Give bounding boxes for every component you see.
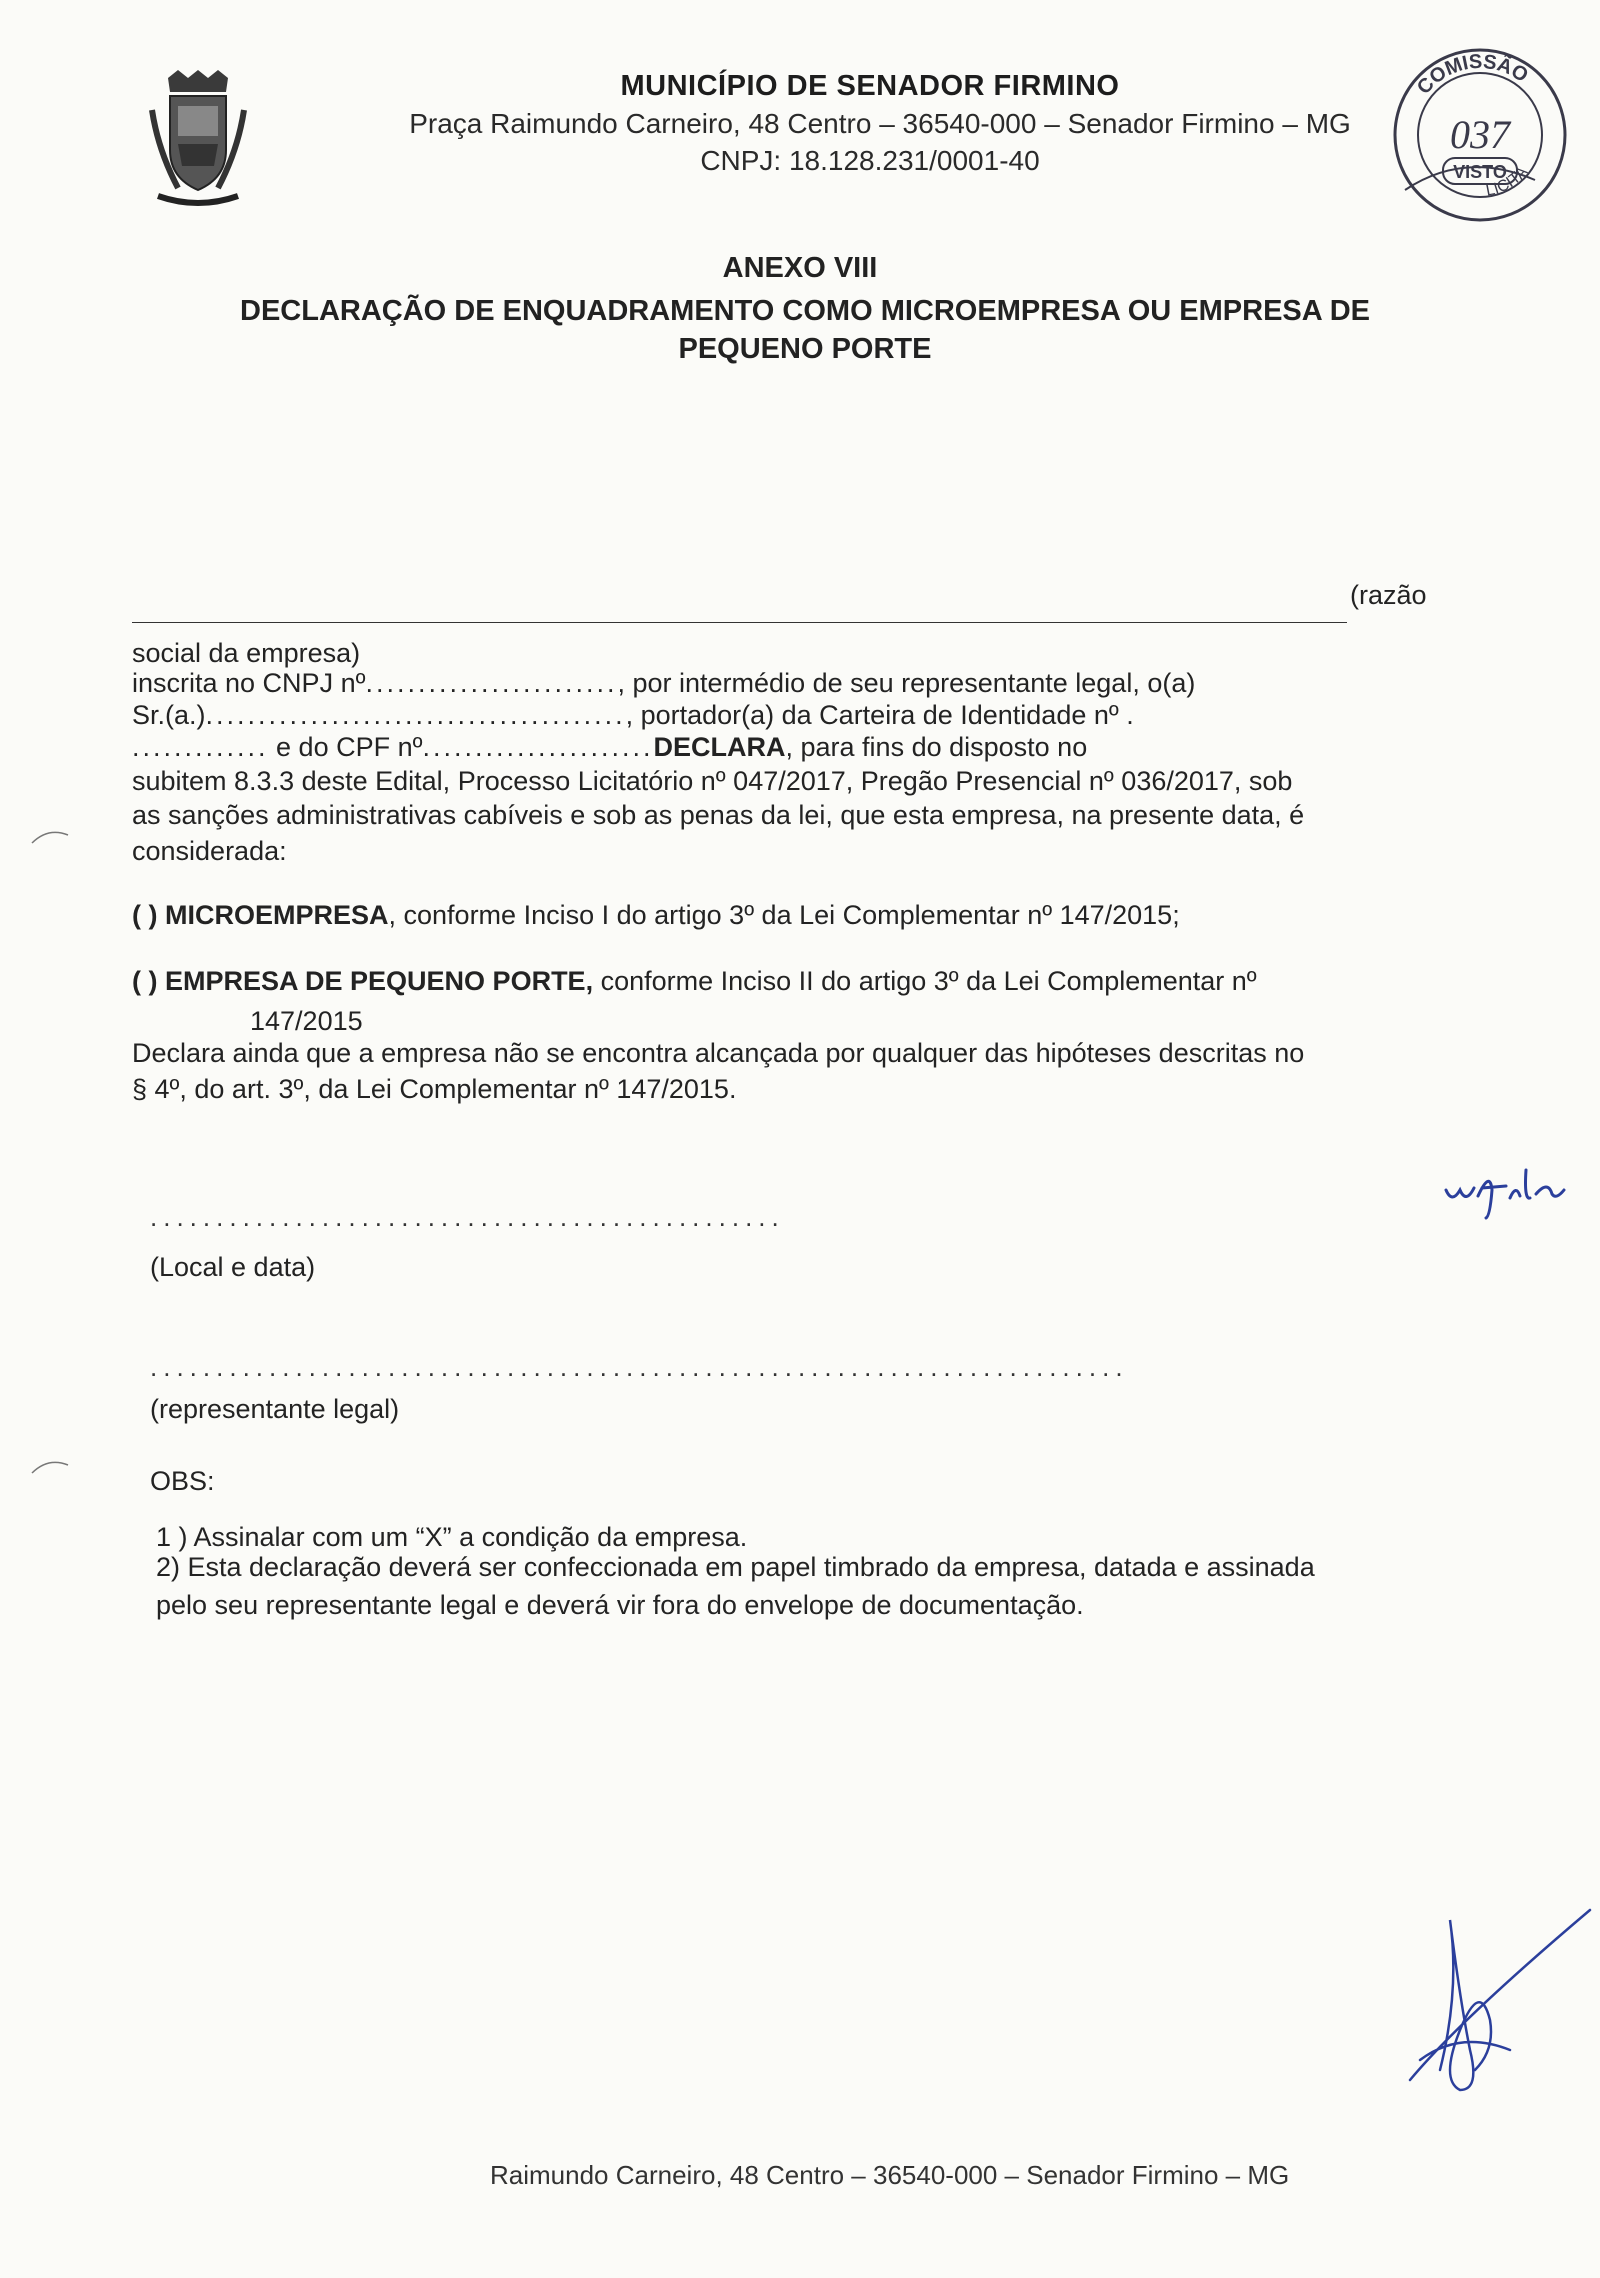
obs-item-2-line-2: pelo seu representante legal e deverá vir fora do envelope de documentação. — [156, 1590, 1084, 1620]
body-line-2 — [132, 668, 1195, 699]
body-line-3 — [132, 700, 1134, 731]
annex-title: ANEXO VIII — [722, 252, 878, 284]
representative-dots: .......................................................................... — [150, 1352, 1129, 1382]
option-epp-continuation: 147/2015 — [250, 1006, 363, 1036]
company-name-line — [132, 622, 1347, 623]
representative-text: , por intermédio de seu representante legal, o(a) — [617, 668, 1196, 698]
name-fill-dots: ........................................ — [205, 700, 626, 730]
representative-label: (representante legal) — [150, 1394, 400, 1424]
stamp-number: 037 — [1450, 112, 1510, 157]
declaration-heading — [190, 292, 1420, 368]
option-epp-text: conforme Inciso II do artigo 3º da Lei Complementar nº — [593, 966, 1257, 996]
option-microempresa-text: , conforme Inciso I do artigo 3º da Lei Complementar nº 147/2015; — [388, 900, 1180, 930]
municipality-cnpj: CNPJ: 18.128.231/0001-40 — [700, 145, 1040, 176]
option-epp-label: EMPRESA DE PEQUENO PORTE, — [165, 966, 594, 996]
option-microempresa-label: MICROEMPRESA — [165, 900, 389, 930]
sr-label: Sr.(a.) — [132, 700, 206, 730]
margin-mark-top — [30, 825, 70, 845]
local-date-dots: ................................................ — [150, 1202, 785, 1232]
cnpj-fill-dots: ........................ — [365, 668, 618, 698]
handwritten-initials — [1440, 1160, 1600, 1220]
stamp-visto: VISTO — [1453, 162, 1507, 182]
declara-continuation: , para fins do disposto no — [785, 732, 1088, 762]
body-line-4 — [132, 732, 1087, 763]
obs-item-1: 1 ) Assinalar com um “X” a condição da empresa. — [156, 1522, 748, 1552]
option-epp-checkbox[interactable]: ( ) — [132, 966, 158, 996]
cpf-fill-dots: ...................... — [422, 732, 654, 762]
cpf-label: e do CPF nº — [268, 732, 423, 762]
heading-line-1: DECLARAÇÃO DE ENQUADRAMENTO COMO MICROEMPRESA OU EMPRESA DE — [240, 295, 1370, 327]
declara-ainda-line-1: Declara ainda que a empresa não se encontra alcançada por qualquer das hipóteses descritas no — [132, 1038, 1305, 1068]
razao-suffix: (razão — [1350, 580, 1427, 610]
obs-item-2-line-1: 2) Esta declaração deverá ser confeccionada em papel timbrado da empresa, datada e assinada — [156, 1552, 1315, 1582]
margin-mark-bottom — [30, 1455, 70, 1475]
page-footer: Raimundo Carneiro, 48 Centro – 36540-000 – Senador Firmino – MG — [490, 2160, 1290, 2190]
local-date-label: (Local e data) — [150, 1252, 316, 1282]
obs-label: OBS: — [150, 1466, 215, 1496]
municipal-crest-icon — [148, 70, 248, 210]
stamp-bottom-text: LICITA — [1484, 163, 1532, 200]
handwritten-signature — [1400, 1900, 1600, 2100]
commission-stamp — [1385, 40, 1575, 230]
declara-keyword — [654, 732, 786, 762]
option-microempresa[interactable] — [132, 900, 1180, 931]
municipality-address: Praça Raimundo Carneiro, 48 Centro – 36540-000 – Senador Firmino – MG — [409, 108, 1351, 139]
declara-ainda-line-2: § 4º, do art. 3º, da Lei Complementar nº 147/2015. — [132, 1074, 737, 1104]
cnpj-label: inscrita no CNPJ nº — [132, 668, 366, 698]
identity-text: , portador(a) da Carteira de Identidade nº . — [625, 700, 1134, 730]
body-line-1: social da empresa) — [132, 638, 361, 668]
identity-fill-dots: ............. — [132, 732, 269, 762]
stamp-top-text: COMISSÃO — [1412, 50, 1532, 99]
declara-bold: DECLARA — [653, 732, 786, 762]
municipality-name: MUNICÍPIO DE SENADOR FIRMINO — [620, 70, 1120, 102]
body-line-6: as sanções administrativas cabíveis e sob as penas da lei, que esta empresa, na presente data, é — [132, 800, 1305, 830]
body-line-5: subitem 8.3.3 deste Edital, Processo Licitatório nº 047/2017, Pregão Presencial nº 036/2017, sob — [132, 766, 1293, 796]
heading-line-2: PEQUENO PORTE — [678, 333, 932, 365]
option-epp[interactable] — [132, 966, 1257, 997]
body-line-7: considerada: — [132, 836, 287, 866]
option-microempresa-checkbox[interactable]: ( ) — [132, 900, 158, 930]
